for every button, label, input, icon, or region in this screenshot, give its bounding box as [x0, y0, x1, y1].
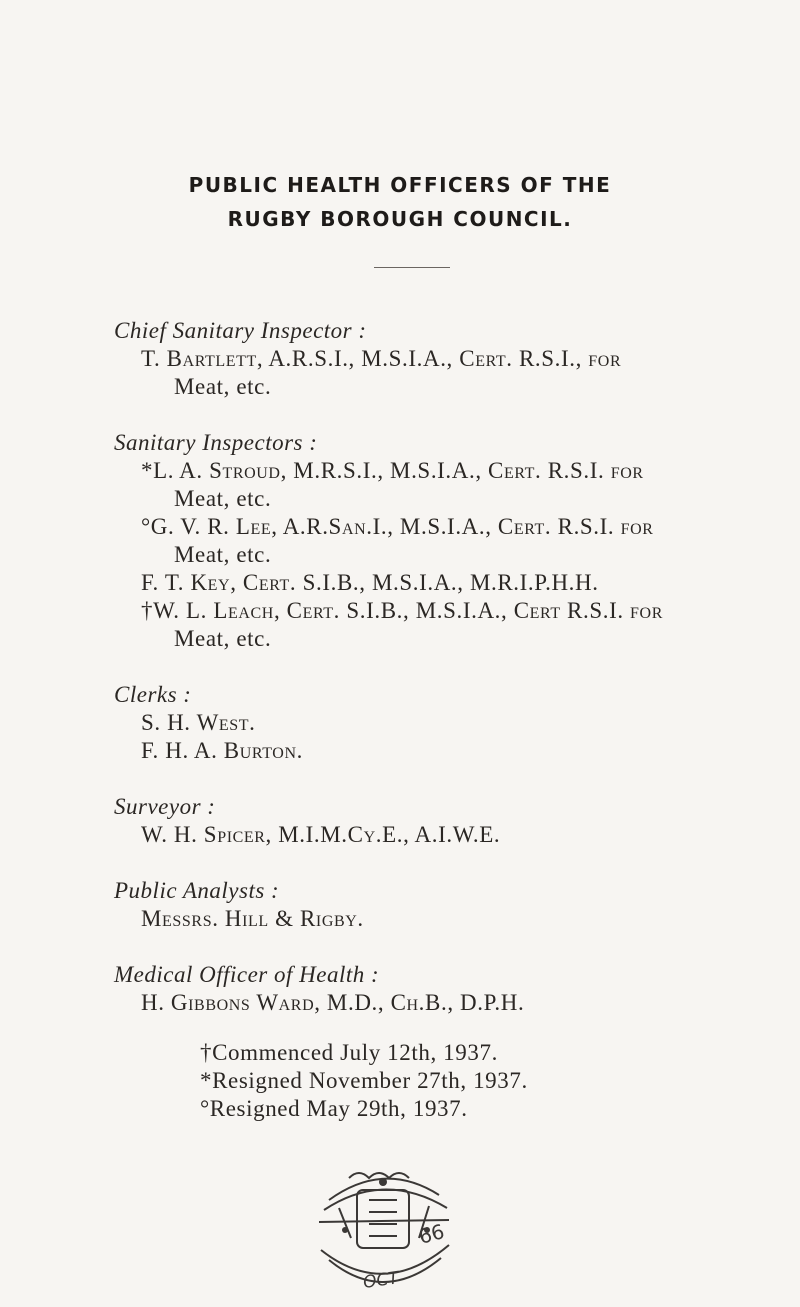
entry-lee-line-2: Meat, etc.	[174, 542, 272, 567]
entry-bartlett-line-2: Meat, etc.	[174, 374, 272, 399]
entry-bartlett-line-1: T. Bartlett, A.R.S.I., M.S.I.A., Cert. R.S.I., for	[141, 346, 622, 371]
entry-leach-line-1: †W. L. Leach, Cert. S.I.B., M.S.I.A., Cert R.S.I. for	[141, 598, 663, 623]
heading-surveyor: Surveyor :	[114, 794, 216, 819]
svg-text:OCT: OCT	[361, 1268, 400, 1293]
heading-medical-officer: Medical Officer of Health :	[114, 962, 380, 987]
entry-hill-rigby: Messrs. Hill & Rigby.	[141, 906, 364, 931]
footnote-resigned-november: *Resigned November 27th, 1937.	[200, 1068, 528, 1093]
entry-leach-line-2: Meat, etc.	[174, 626, 272, 651]
footnote-resigned-may: °Resigned May 29th, 1937.	[200, 1096, 468, 1121]
svg-text:66: 66	[416, 1219, 447, 1249]
entry-lee-line-1: °G. V. R. Lee, A.R.San.I., M.S.I.A., Cert. R.S.I. for	[141, 514, 654, 539]
entry-spicer: W. H. Spicer, M.I.M.Cy.E., A.I.W.E.	[141, 822, 501, 847]
page-title-line-2: RUGBY BOROUGH COUNCIL.	[227, 207, 573, 231]
entry-burton: F. H. A. Burton.	[141, 738, 303, 763]
heading-sanitary-inspectors: Sanitary Inspectors :	[114, 430, 318, 455]
footnote-commenced: †Commenced July 12th, 1937.	[200, 1040, 498, 1065]
heading-chief-sanitary-inspector: Chief Sanitary Inspector :	[114, 318, 367, 343]
library-stamp-icon	[309, 1160, 459, 1300]
heading-clerks: Clerks :	[114, 682, 192, 707]
divider-rule	[374, 267, 450, 268]
entry-stroud-line-1: *L. A. Stroud, M.R.S.I., M.S.I.A., Cert. R.S.I. for	[141, 458, 644, 483]
entry-gibbons-ward: H. Gibbons Ward, M.D., Ch.B., D.P.H.	[141, 990, 525, 1015]
entry-west: S. H. West.	[141, 710, 256, 735]
entry-key: F. T. Key, Cert. S.I.B., M.S.I.A., M.R.I.P.H.H.	[141, 570, 599, 595]
page-title-line-1: PUBLIC HEALTH OFFICERS OF THE	[188, 173, 612, 197]
heading-public-analysts: Public Analysts :	[114, 878, 280, 903]
entry-stroud-line-2: Meat, etc.	[174, 486, 272, 511]
